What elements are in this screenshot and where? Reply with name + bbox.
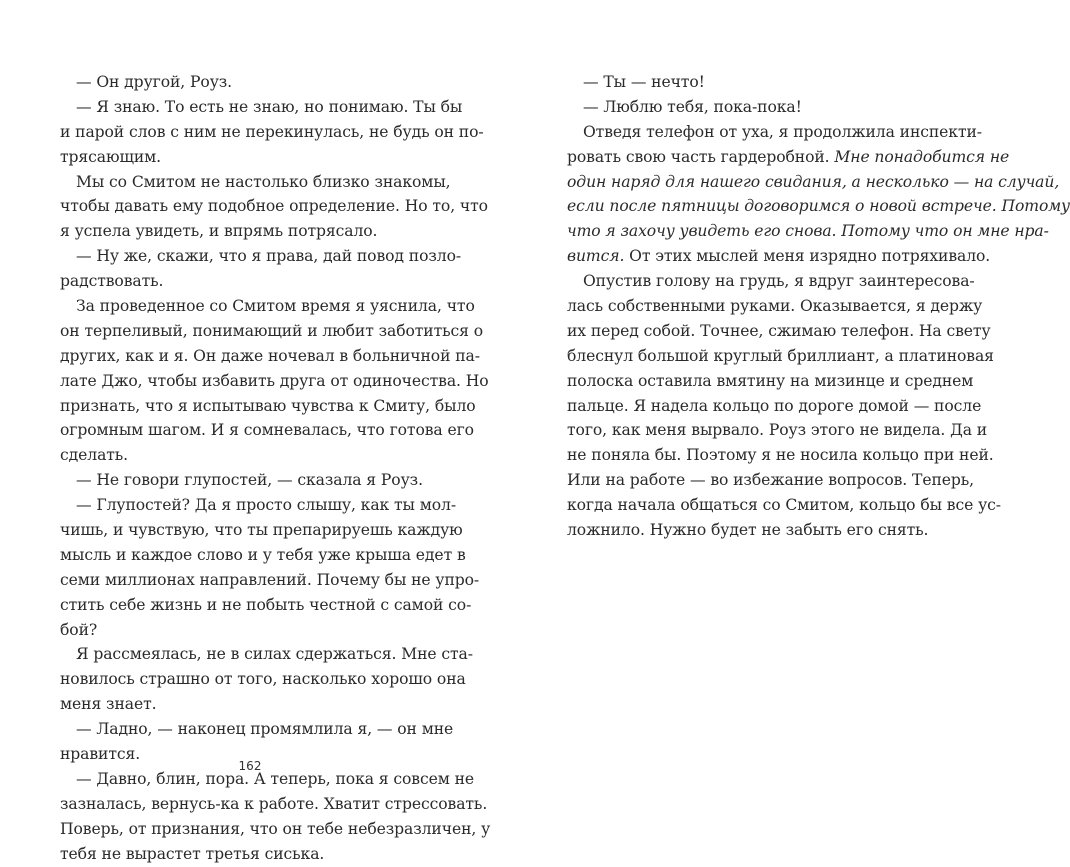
text-segment: радствовать. — [60, 272, 164, 291]
text-segment: От этих мыслей меня изрядно потряхивало. — [624, 247, 991, 266]
text-segment: пальце. Я надела кольцо по дороге домой — после — [567, 396, 982, 415]
italic-text-segment: вится. — [567, 247, 625, 266]
text-segment: — Ладно, — наконец промямлила я, — он мне — [76, 720, 454, 739]
italic-text-segment: что я захочу увидеть его снова. Потому что он мне нра- — [567, 222, 1049, 241]
text-line — [60, 319, 484, 344]
text-segment: огромным шагом. И я сомневалась, что готова его — [60, 421, 474, 440]
text-line — [60, 717, 454, 742]
text-segment: блеснул большой круглый бриллиант, а платиновая — [567, 346, 994, 365]
text-segment: Я рассмеялась, не в силах сдержаться. Мне ста- — [76, 645, 473, 664]
text-line — [567, 244, 991, 269]
text-segment: меня знает. — [60, 695, 157, 714]
text-segment: зазналась, вернусь-ка к работе. Хватит стрессовать. — [60, 794, 488, 813]
text-segment: Или на работе — во избежание вопросов. Теперь, — [567, 471, 974, 490]
text-segment: мысль и каждое слово и у тебя уже крыша едет в — [60, 545, 466, 564]
text-segment: — Люблю тебя, пока-пока! — [583, 97, 802, 116]
text-segment: — Глупостей? Да я просто слышу, как ты мол- — [76, 496, 457, 515]
text-segment: нравится. — [60, 745, 141, 764]
text-line — [60, 642, 473, 667]
text-line — [60, 468, 440, 493]
text-segment: лась собственными руками. Оказывается, я держу — [567, 297, 983, 316]
text-line — [567, 493, 1001, 518]
text-segment: чтобы давать ему подобное определение. Но то, что — [60, 197, 488, 216]
text-line — [567, 120, 982, 145]
text-line — [60, 344, 480, 369]
text-segment: лате Джо, чтобы избавить друга от одиночества. Но — [60, 371, 489, 390]
text-segment: Поверь, от признания, что он тебе небезразличен, у — [60, 819, 491, 838]
text-segment: За проведенное со Смитом время я уяснила, что — [76, 297, 475, 316]
text-segment: — Давно, блин, пора. А теперь, пока я совсем не — [76, 769, 475, 788]
text-line — [60, 568, 480, 593]
text-line — [567, 269, 975, 294]
text-line — [60, 145, 440, 170]
text-segment: ложнило. Нужно будет не забыть его снять. — [567, 521, 929, 540]
text-line — [567, 443, 994, 468]
italic-text-segment: один наряд для нашего свидания, а несколько — на случай, — [567, 172, 1060, 191]
text-line — [567, 294, 983, 319]
text-segment: бой? — [60, 620, 98, 639]
text-line — [60, 842, 440, 867]
text-line — [60, 667, 466, 692]
text-line — [60, 418, 474, 443]
text-line — [567, 518, 947, 543]
text-segment: чишь, и чувствую, что ты препарируешь каждую — [60, 521, 463, 540]
text-line — [60, 518, 463, 543]
text-segment: — Я знаю. То есть не знаю, но понимаю. Ты бы — [76, 97, 463, 116]
text-line — [567, 468, 974, 493]
text-line — [567, 219, 1049, 244]
text-segment: Мы со Смитом не настолько близко знакомы, — [76, 172, 451, 191]
text-segment: трясающим. — [60, 147, 162, 166]
text-line — [60, 369, 489, 394]
text-line — [567, 70, 947, 95]
text-segment: когда начала общаться со Смитом, кольцо бы все ус- — [567, 496, 1001, 515]
text-line — [60, 269, 440, 294]
text-line — [567, 369, 974, 394]
text-segment: Отведя телефон от уха, я продолжила инспекти- — [583, 122, 982, 141]
text-line — [567, 170, 1060, 195]
text-segment: новилось страшно от того, насколько хорошо она — [60, 670, 466, 689]
text-line — [567, 344, 994, 369]
text-line — [60, 618, 440, 643]
text-segment: Опустив голову на грудь, я вдруг заинтересова- — [583, 272, 975, 291]
text-segment: других, как и я. Он даже ночевал в больничной па- — [60, 346, 480, 365]
text-segment: тебя не вырастет третья сиська. — [60, 844, 325, 863]
text-line — [60, 194, 488, 219]
text-segment: их перед собой. Точнее, сжимаю телефон. На свету — [567, 321, 991, 340]
text-line — [60, 792, 488, 817]
text-line — [60, 394, 476, 419]
text-line — [60, 170, 451, 195]
text-segment: — Он другой, Роуз. — [76, 73, 233, 91]
text-line — [567, 145, 1010, 170]
text-line — [60, 219, 440, 244]
left-page — [60, 70, 491, 867]
text-segment: сделать. — [60, 446, 129, 465]
text-line — [60, 443, 440, 468]
text-segment: — Ты — нечто! — [583, 73, 705, 91]
italic-text-segment: если после пятницы договоримся о новой встрече. Потому — [567, 197, 1070, 216]
text-segment: того, как меня вырвало. Роуз этого не видела. Да и — [567, 421, 988, 440]
text-segment: он терпеливый, понимающий и любит заботиться о — [60, 321, 484, 340]
right-page — [567, 70, 1070, 543]
text-line — [567, 95, 947, 120]
text-segment: признать, что я испытываю чувства к Смиту, было — [60, 396, 476, 415]
text-segment: стить себе жизнь и не побыть честной с самой со- — [60, 595, 472, 614]
text-line — [60, 817, 491, 842]
text-line — [60, 692, 440, 717]
page-number: 162 — [238, 759, 262, 773]
text-segment: ровать свою часть гардеробной. — [567, 147, 835, 166]
text-line — [567, 194, 1070, 219]
text-line — [60, 70, 440, 95]
text-segment: и парой слов с ним не перекинулась, не будь он по- — [60, 122, 484, 141]
text-line — [60, 593, 472, 618]
text-line — [567, 394, 982, 419]
text-segment: полоска оставила вмятину на мизинце и среднем — [567, 371, 974, 390]
text-segment: не поняла бы. Поэтому я не носила кольцо при ней. — [567, 446, 994, 465]
text-segment: — Ну же, скажи, что я права, дай повод позло- — [76, 247, 462, 266]
text-line — [60, 244, 462, 269]
text-line — [567, 319, 991, 344]
text-line — [60, 120, 484, 145]
text-line — [60, 95, 463, 120]
text-line — [567, 418, 988, 443]
text-segment: — Не говори глупостей, — сказала я Роуз. — [76, 471, 423, 490]
text-line — [60, 543, 466, 568]
italic-text-segment: Мне понадобится не — [834, 147, 1010, 166]
text-line — [60, 294, 475, 319]
text-segment: семи миллионах направлений. Почему бы не упро- — [60, 570, 480, 589]
text-segment: я успела увидеть, и впрямь потрясало. — [60, 222, 378, 241]
text-line — [60, 493, 457, 518]
